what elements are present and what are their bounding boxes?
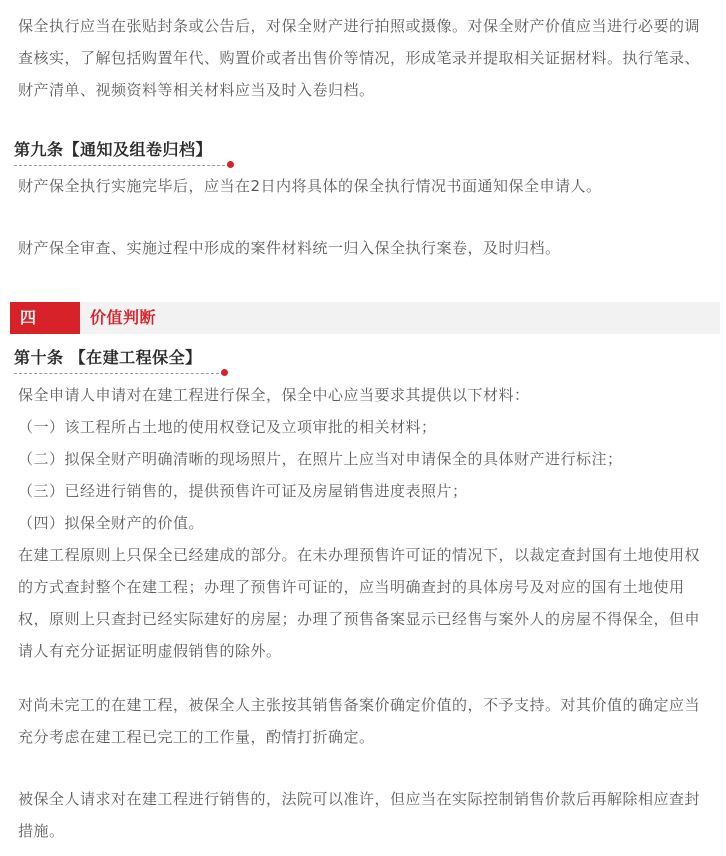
article-9-title: 第九条【通知及组卷归档】 <box>14 140 213 159</box>
article-10-heading <box>14 345 224 374</box>
intro-paragraph-block <box>0 10 726 106</box>
article-10-line-item-2: （二）拟保全财产明确清晰的现场照片，在照片上应当对申请保全的具体财产进行标注； <box>18 450 623 468</box>
section-title: 价值判断 <box>90 308 157 327</box>
article-10-line-intro: 保全申请人申请对在建工程进行保全，保全中心应当要求其提供以下材料： <box>18 386 530 404</box>
section-number: 四 <box>10 302 80 334</box>
article-10-underline <box>14 373 224 374</box>
intro-paragraph: 保全执行应当在张贴封条或公告后，对保全财产进行拍照或摄像。对保全财产价值应当进行必要的调查核实，了解包括购置年代、购置价或者出售价等情况，形成笔录并提取相关证据材料。执行笔录、财产清单、视频资料等相关材料应当及时入卷归档。 <box>18 17 701 99</box>
article-9-paragraph-2-block <box>0 232 726 264</box>
article-9-paragraph-1-block <box>0 170 726 202</box>
article-10-sale-block <box>0 783 726 847</box>
article-9-heading <box>14 137 230 166</box>
article-9-paragraph-2: 财产保全审查、实施过程中形成的案件材料统一归入保全执行案卷，及时归档。 <box>18 239 561 257</box>
article-10-line-item-3: （三）已经进行销售的，提供预售许可证及房屋销售进度表照片； <box>18 482 468 500</box>
article-9-underline <box>14 165 230 166</box>
article-10-principle-paragraph: 在建工程原则上只保全已经建成的部分。在未办理预售许可证的情况下，以裁定查封国有土地使用权的方式查封整个在建工程；办理了预售许可证的，应当明确查封的具体房号及对应的国有土地使用权，原则上只查封已经实际建好的房屋；办理了预售备案显示已经售与案外人的房屋不得保全，但申请人有充分证据证明虚假销售的除外。 <box>18 546 701 660</box>
article-10-valuation-block <box>0 689 726 753</box>
article-10-list <box>0 379 726 667</box>
red-dot-icon <box>221 369 228 376</box>
article-10-sale-paragraph: 被保全人请求对在建工程进行销售的，法院可以准许，但应当在实际控制销售价款后再解除相应查封措施。 <box>18 790 701 840</box>
section-header <box>10 302 720 334</box>
article-10-title: 第十条 【在建工程保全】 <box>14 348 202 367</box>
article-9-paragraph-1: 财产保全执行实施完毕后，应当在2日内将具体的保全执行情况书面通知保全申请人。 <box>18 177 602 195</box>
red-dot-icon <box>227 161 234 168</box>
article-10-valuation-paragraph: 对尚未完工的在建工程，被保全人主张按其销售备案价确定价值的，不予支持。对其价值的确定应当充分考虑在建工程已完工的工作量，酌情打折确定。 <box>18 696 701 746</box>
article-10-line-item-4: （四）拟保全财产的价值。 <box>18 514 205 532</box>
article-10-line-item-1: （一）该工程所占土地的使用权登记及立项审批的相关材料； <box>18 418 437 436</box>
